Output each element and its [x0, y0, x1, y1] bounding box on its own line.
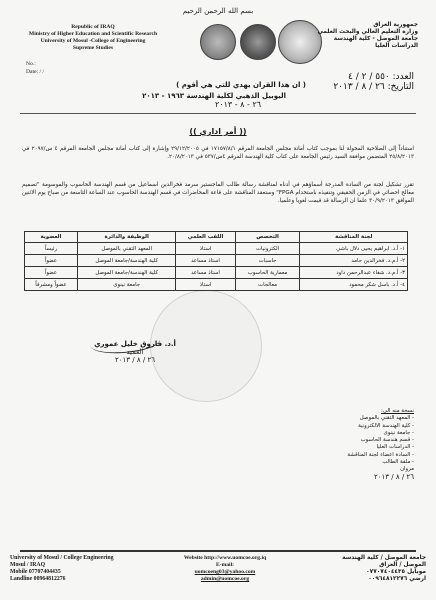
- dean-signature-block: [80, 340, 190, 364]
- letterhead-arabic: [288, 22, 418, 50]
- committee-table: [24, 231, 408, 291]
- list-item: - كلية الهندسة الالكترونية: [358, 422, 414, 429]
- list-item: مروان: [400, 466, 414, 473]
- col-committee: لجنة المناقشة: [300, 232, 408, 243]
- list-item: - ملفة الطالب: [382, 459, 414, 466]
- col-specialty: التخصص: [235, 232, 300, 243]
- footer-email-label: E-mail:: [215, 562, 235, 568]
- col-dept: الوظيفة والدائرة: [77, 232, 175, 243]
- footer-divider: [20, 550, 416, 552]
- member-role: رئيساً: [25, 243, 78, 255]
- member-role: عضواً ومشرفاً: [25, 279, 78, 291]
- member-title: استاذ مساعد: [176, 255, 235, 267]
- ref-fields-english: [26, 60, 44, 76]
- list-item: - السادة اعضاء لجنة المناقشة: [347, 451, 414, 458]
- table-row: [25, 279, 408, 291]
- ministry-seal-icon: [200, 24, 236, 60]
- letterhead-en-university: University of Mosul -College of Engineering: [40, 38, 146, 44]
- footer-ar-landline: ارضي ٠٠٩٦٤٨١٢٢٧٦: [368, 576, 426, 582]
- distribution-date: ٢٦ / ٨ / ٢٠١٣: [374, 472, 414, 481]
- member-role: عضواً: [25, 255, 78, 267]
- footer-website[interactable]: Website http://www.uomcoe.org.iq: [183, 555, 267, 561]
- table-row: [25, 267, 408, 279]
- dean-sign-date: ٢٦ / ٨ / ٢٠١٣: [115, 356, 155, 364]
- member-name: ٣- أ.م.د. شفاء عبدالرحمن داود: [300, 267, 408, 279]
- dean-name: أ.د. فاروق خليل عموري: [94, 340, 176, 348]
- list-item: - المعهد التقني بالموصل: [359, 415, 414, 422]
- quran-quote: ( ان هذا القران يهدي للتي هي أقوم ): [176, 81, 306, 89]
- footer-ar-mobile: موبايل ٠٧٧٠٧٤٠٤٤٣٥: [366, 569, 426, 575]
- list-item: - قسم هندسة الحاسوب: [360, 437, 414, 444]
- letterhead-english: [18, 24, 168, 52]
- member-dept: كلية الهندسة/جامعة الموصل: [77, 255, 175, 267]
- letterhead-en-ministry: Ministry of Higher Education and Scientific Research: [28, 31, 158, 37]
- header-divider: [20, 113, 416, 114]
- member-name: ٢- أ.م.د. فخرالدين حامد: [300, 255, 408, 267]
- letterhead-ar-ministry: وزارة التعليم العالي والبحث العلمي: [317, 29, 418, 35]
- member-dept: المعهد التقني بالموصل: [77, 243, 175, 255]
- footer-en-mobile: Mobile 07707404435: [10, 569, 61, 575]
- member-dept: جامعة نينوى: [77, 279, 175, 291]
- ref-date: التاريخ: ٢٦ / ٨ / ٢٠١٣: [333, 82, 414, 92]
- order-title: (( أمر اداري )): [189, 127, 247, 136]
- list-item: - الدراسات العليا: [376, 444, 414, 451]
- letterhead-en-country: Republic of IRAQ: [71, 24, 115, 30]
- dean-title: العميد: [126, 348, 144, 356]
- col-role: العضوية: [25, 232, 78, 243]
- letterhead-en-dept: Supreme Studies: [72, 45, 114, 51]
- col-title: اللقب العلمي: [176, 232, 235, 243]
- footer-email-1[interactable]: uomcoeng03@yahoo.com: [194, 569, 256, 575]
- member-title: استاذ مساعد: [176, 267, 235, 279]
- footer-english: [10, 555, 114, 583]
- member-spec: حاسبات: [235, 255, 300, 267]
- footer-en-landline: Landline 00964812276: [10, 576, 66, 582]
- footer-arabic: [342, 555, 426, 583]
- member-title: استاذ: [176, 279, 235, 291]
- ref-no-en: No.:: [26, 61, 36, 67]
- ref-date-en: Date: / /: [26, 69, 45, 75]
- member-role: عضواً: [25, 267, 78, 279]
- member-spec: معمارية الحاسوب: [235, 267, 300, 279]
- member-spec: معالجات: [235, 279, 300, 291]
- table-header-row: [25, 232, 408, 243]
- member-name: ٤- أ.د. باسل شكر محمود: [300, 279, 408, 291]
- footer-email-2[interactable]: admin@uomcoe.org: [200, 576, 250, 582]
- ref-block-arabic: [333, 72, 414, 92]
- table-row: [25, 255, 408, 267]
- letterhead-ar-dept: الدراسات العليا: [375, 43, 418, 49]
- letterhead-ar-university: جامعة الموصل - كلية الهندسة: [333, 36, 418, 42]
- golden-jubilee-slogan: اليوبيل الذهبي لكلية الهندسة ١٩٦٣ - ٢٠١٣: [142, 92, 286, 100]
- footer-ar-line1: جامعة الموصل / كلية الهندسة: [342, 555, 426, 561]
- list-item: - جامعة نينوى: [383, 429, 414, 436]
- letterhead-ar-country: جمهورية العراق: [373, 22, 418, 28]
- ref-number: العدد: ٥٥٠ / ٢ / ٤: [348, 72, 414, 82]
- handwritten-date: ٢٦ - ٨ - ٢٠١٣: [215, 100, 262, 109]
- member-title: استاذ: [176, 243, 235, 255]
- member-spec: الكترونيات: [235, 243, 300, 255]
- university-seal-icon: [240, 24, 276, 60]
- footer-contact: [170, 555, 280, 583]
- member-dept: كلية الهندسة/جامعة الموصل: [77, 267, 175, 279]
- table-row: [25, 243, 408, 255]
- order-paragraph-2: تقرر تشكيل لجنة من السادة المدرجة أسماؤهم في أدناه لمناقشة رسالة طالب الماجستير سرمد فخرالدين اسماعيل من قسم الهندسة الحاسوب والموسومة "تصميم معالج احصائي في الزمن الحقيقي وتنفيذه باستخدام FPGA" وستعقد المناقشة على قاعة المحاضرات في قسم الهندسة الحاسوب عند الساعة التاسعة من صباح يوم الاثنين الموافق ٣٠/٩/٢٠١٣ علما ان الرسالة قد قيمت لغويا وعلميا.: [22, 182, 414, 204]
- distribution-title: نسخة منه الى:: [381, 408, 414, 414]
- footer-ar-line2: الموصل / العراق: [379, 562, 426, 568]
- basmala: بسم الله الرحمن الرحيم: [182, 7, 254, 15]
- footer-en-line2: Mosul / IRAQ: [10, 562, 46, 568]
- distribution-list: [274, 408, 414, 481]
- order-paragraph-1: استناداً إلى الصلاحية المخولة لنا بموجب كتاب أمانة مجلس الجامعة المرقم ١٧١٥٧/٨/١ في ٢٩/١٢/٢٠٠٥ وإشارة إلى كتاب أمانة مجلس الجامعة المرقم ٤ س/٢٠٩٧ في ٢٥/٨/٢٠١٣ المتضمن موافقة السيد رئيس الجامعة على كتاب كلية الهندسة المرقم ٤س/٥٣٧ في ٢٠/٨/٢٠١٣.: [22, 146, 414, 160]
- member-name: ١- أ.د. ابراهيم يحيى دلال باشي: [300, 243, 408, 255]
- footer-en-line1: University of Mosul / College Engineering: [10, 555, 114, 561]
